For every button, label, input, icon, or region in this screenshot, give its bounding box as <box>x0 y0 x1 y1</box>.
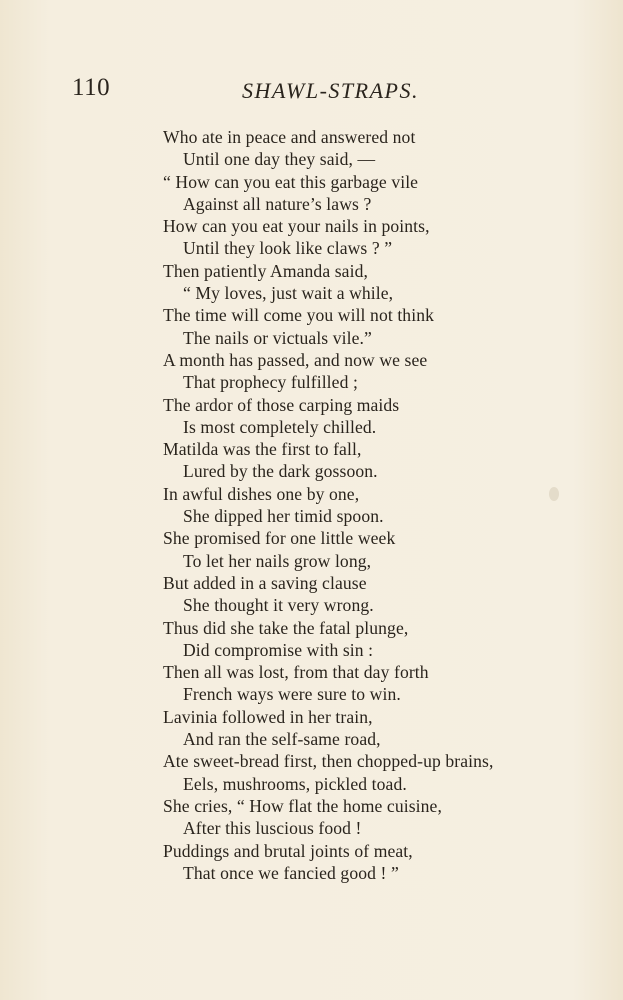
poem-line: After this luscious food ! <box>183 818 362 839</box>
paper-stain <box>549 487 559 501</box>
poem-line: Lavinia followed in her train, <box>163 706 373 727</box>
poem-line: French ways were sure to win. <box>183 684 401 705</box>
poem-line: Who ate in peace and answered not <box>163 127 416 147</box>
poem-line: Then all was lost, from that day forth <box>163 662 429 683</box>
poem-line: In awful dishes one by one, <box>163 483 360 504</box>
poem-line: Eels, mushrooms, pickled toad. <box>183 773 407 794</box>
poem-line: Against all nature’s laws ? <box>183 193 372 214</box>
poem-line: Matilda was the first to fall, <box>163 439 362 460</box>
poem-line: “ My loves, just wait a while, <box>183 283 394 304</box>
poem-line: A month has passed, and now we see <box>163 349 428 370</box>
poem-line: The time will come you will not think <box>163 305 434 326</box>
poem-line: Did compromise with sin : <box>183 639 374 660</box>
poem-line: She promised for one little week <box>163 528 396 549</box>
poem-line: Lured by the dark gossoon. <box>183 461 378 482</box>
poem-line: But added in a saving clause <box>163 572 367 593</box>
poem-line: And ran the self-same road, <box>183 729 381 750</box>
poem-line: Until they look like claws ? ” <box>183 238 393 259</box>
poem-line: She dipped her timid spoon. <box>183 506 384 527</box>
poem-line: How can you eat your nails in points, <box>163 216 430 237</box>
poem-line: She thought it very wrong. <box>183 595 374 616</box>
poem-line: She cries, “ How flat the home cuisine, <box>163 795 442 816</box>
poem-line: The nails or victuals vile.” <box>183 327 372 348</box>
running-head: SHAWL-STRAPS. <box>242 78 419 103</box>
poem-line: Thus did she take the fatal plunge, <box>163 617 409 638</box>
poem-line: To let her nails grow long, <box>183 550 372 571</box>
poem-line: Puddings and brutal joints of meat, <box>163 840 413 861</box>
poem-line: That once we fancied good ! ” <box>183 862 399 883</box>
poem-stanza <box>163 126 573 884</box>
page-number: 110 <box>72 74 111 101</box>
poem-line: That prophecy fulfilled ; <box>183 372 358 393</box>
poem-line: Ate sweet-bread first, then chopped-up brains, <box>163 751 494 772</box>
poem-line: Is most completely chilled. <box>183 416 377 437</box>
poem-line: Then patiently Amanda said, <box>163 260 368 281</box>
poem-line: The ardor of those carping maids <box>163 394 400 415</box>
poem-line: Until one day they said, — <box>183 149 376 170</box>
page-header <box>72 74 542 108</box>
poem-line: “ How can you eat this garbage vile <box>163 171 419 192</box>
